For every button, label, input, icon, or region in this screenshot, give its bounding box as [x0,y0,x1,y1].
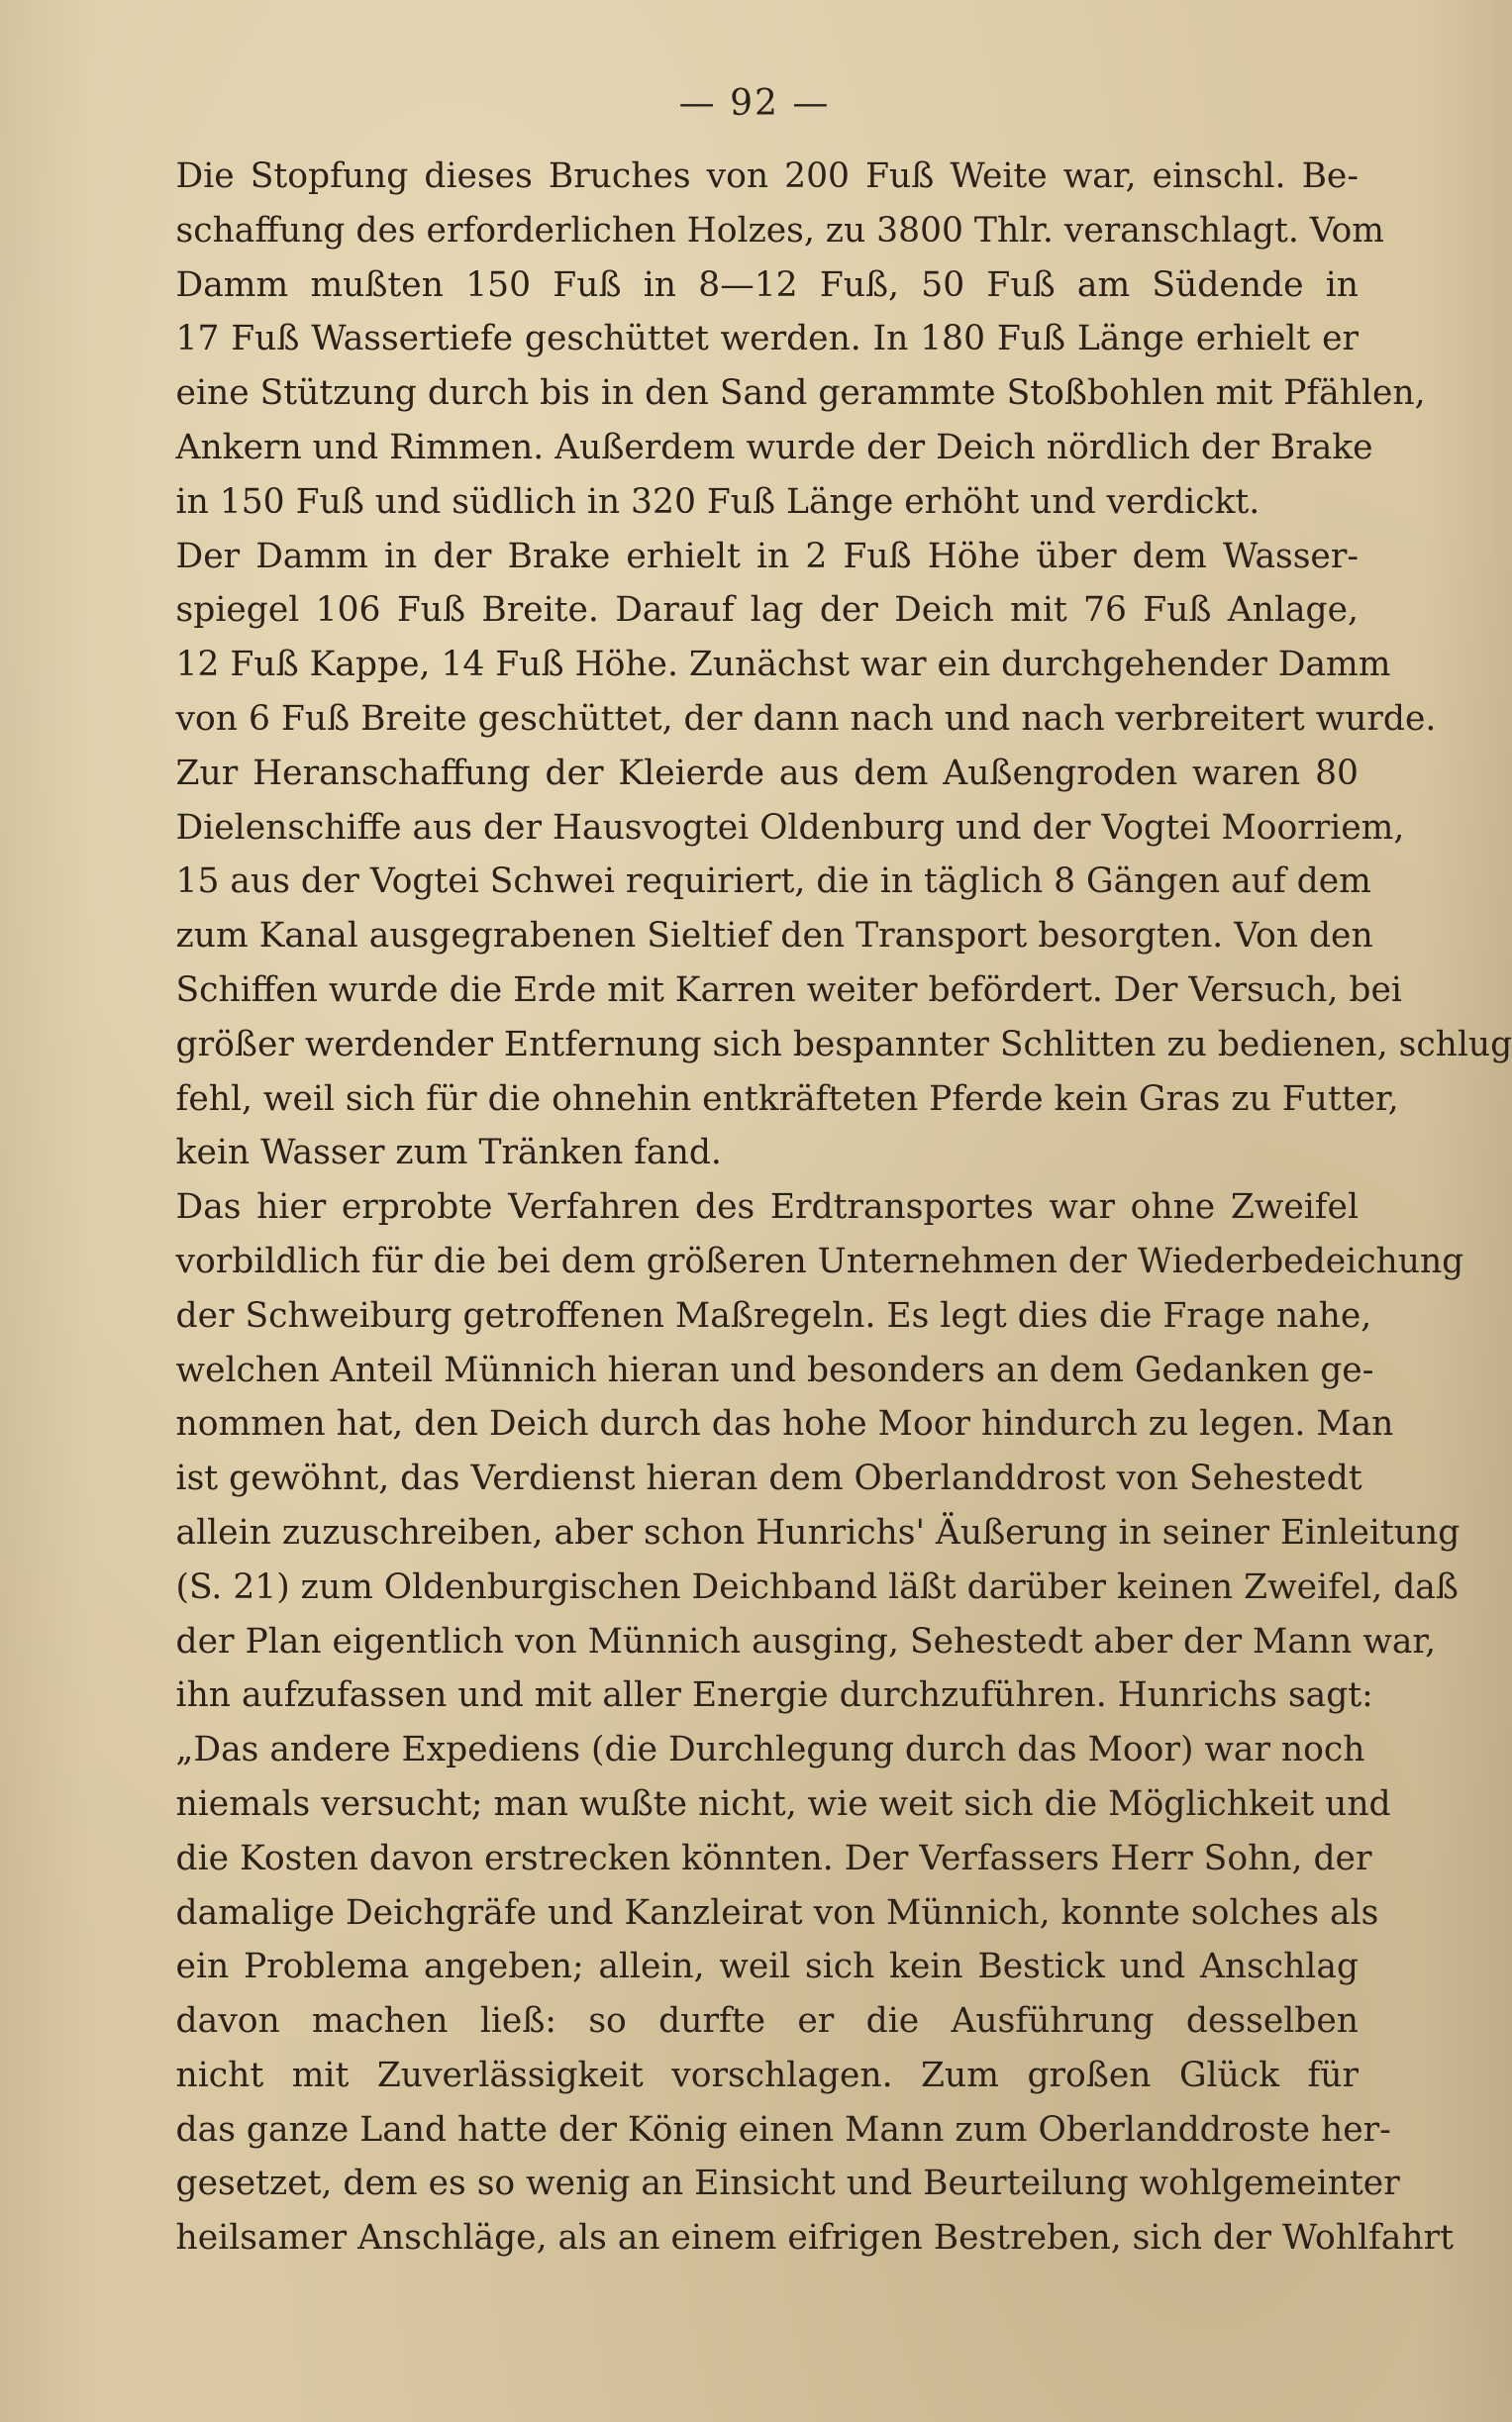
text-line: Das hier erprobte Verfahren des Erdtransportes war ohne Zweifel [175,1187,1359,1228]
text-line: ist gewöhnt, das Verdienst hieran dem Oberlanddrost von Sehestedt [175,1459,1362,1499]
text-line: 15 aus der Vogtei Schwei requiriert, die in täglich 8 Gängen auf dem [175,861,1371,902]
text-line: die Kosten davon erstrecken könnten. Der Verfassers Herr Sohn, der [175,1838,1372,1878]
text-line: ihn aufzufassen und mit aller Energie durchzuführen. Hunrichs sagt: [175,1675,1373,1716]
text-line: Schiffen wurde die Erde mit Karren weiter befördert. Der Versuch, bei [175,969,1402,1010]
text-line: Die Stopfung dieses Bruches von 200 Fuß Weite war, einschl. Be- [175,156,1359,196]
text-line: in 150 Fuß und südlich in 320 Fuß Länge erhöht und verdickt. [175,481,1260,522]
text-line: größer werdender Entfernung sich bespannter Schlitten zu bedienen, schlug [175,1024,1512,1064]
text-line: welchen Anteil Münnich hieran und besonders an dem Gedanken ge- [175,1350,1374,1390]
text-line: der Schweiburg getroffenen Maßregeln. Es legt dies die Frage nahe, [175,1295,1372,1336]
text-line: Damm mußten 150 Fuß in 8—12 Fuß, 50 Fuß am Südende in [175,264,1359,305]
text-line: der Plan eigentlich von Münnich ausging, Sehestedt aber der Mann war, [175,1621,1437,1662]
text-line: eine Stützung durch bis in den Sand gerammte Stoßbohlen mit Pfählen, [175,373,1426,414]
text-line: gesetzet, dem es so wenig an Einsicht und Beurteilung wohlgemeinter [175,2164,1400,2204]
text-line: von 6 Fuß Breite geschüttet, der dann nach und nach verbreitert wurde. [175,698,1437,739]
text-line: heilsamer Anschläge, als an einem eifrigen Bestreben, sich der Wohlfahrt [175,2218,1454,2259]
text-line: nommen hat, den Deich durch das hohe Moor hindurch zu legen. Man [175,1404,1394,1445]
text-line: allein zuzuschreiben, aber schon Hunrichs' Äußerung in seiner Einleitung [175,1512,1461,1553]
text-line: schaffung des erforderlichen Holzes, zu 3800 Thlr. veranschlagt. Vom [175,210,1384,251]
paragraph [111,747,1512,1180]
text-line: Der Damm in der Brake erhielt in 2 Fuß Höhe über dem Wasser- [175,536,1359,576]
paragraph [111,530,1437,747]
text-line: damalige Deichgräfe und Kanzleirat von Münnich, konnte solches als [175,1892,1379,1933]
text-line: niemals versucht; man wußte nicht, wie weit sich die Möglichkeit und [175,1783,1391,1824]
text-line: kein Wasser zum Tränken fand. [175,1133,722,1173]
body-text [111,150,1512,2266]
text-line: „Das andere Expediens (die Durchlegung durch das Moor) war noch [175,1730,1365,1770]
text-line: spiegel 106 Fuß Breite. Darauf lag der Deich mit 76 Fuß Anlage, [175,590,1359,631]
text-line: Dielenschiffe aus der Hausvogtei Oldenburg und der Vogtei Moorriem, [175,807,1405,848]
paragraph [111,150,1426,530]
text-line: Zur Heranschaffung der Kleierde aus dem Außengroden waren 80 [175,753,1359,793]
text-line: (S. 21) zum Oldenburgischen Deichband läßt darüber keinen Zweifel, daß [175,1566,1459,1607]
paragraph [111,1180,1464,2266]
text-line: das ganze Land hatte der König einen Mann zum Oberlanddroste her- [175,2109,1391,2150]
text-line: ein Problema angeben; allein, weil sich kein Bestick und Anschlag [175,1947,1359,1987]
text-line: 12 Fuß Kappe, 14 Fuß Höhe. Zunächst war ein durchgehender Damm [175,645,1391,685]
page-number: — 92 — [678,83,831,124]
text-line: Ankern und Rimmen. Außerdem wurde der Deich nördlich der Brake [175,427,1373,467]
text-line: fehl, weil sich für die ohnehin entkräfteten Pferde kein Gras zu Futter, [175,1078,1399,1119]
text-line: 17 Fuß Wassertiefe geschüttet werden. In 180 Fuß Länge erhielt er [175,319,1359,359]
text-line: vorbildlich für die bei dem größeren Unternehmen der Wiederbedeichung [175,1241,1464,1281]
text-line: zum Kanal ausgegrabenen Sieltief den Transport besorgten. Von den [175,916,1373,957]
text-line: nicht mit Zuverlässigkeit vorschlagen. Zum großen Glück für [175,2055,1359,2095]
text-line: davon machen ließ: so durfte er die Ausführung desselben [175,2001,1359,2042]
